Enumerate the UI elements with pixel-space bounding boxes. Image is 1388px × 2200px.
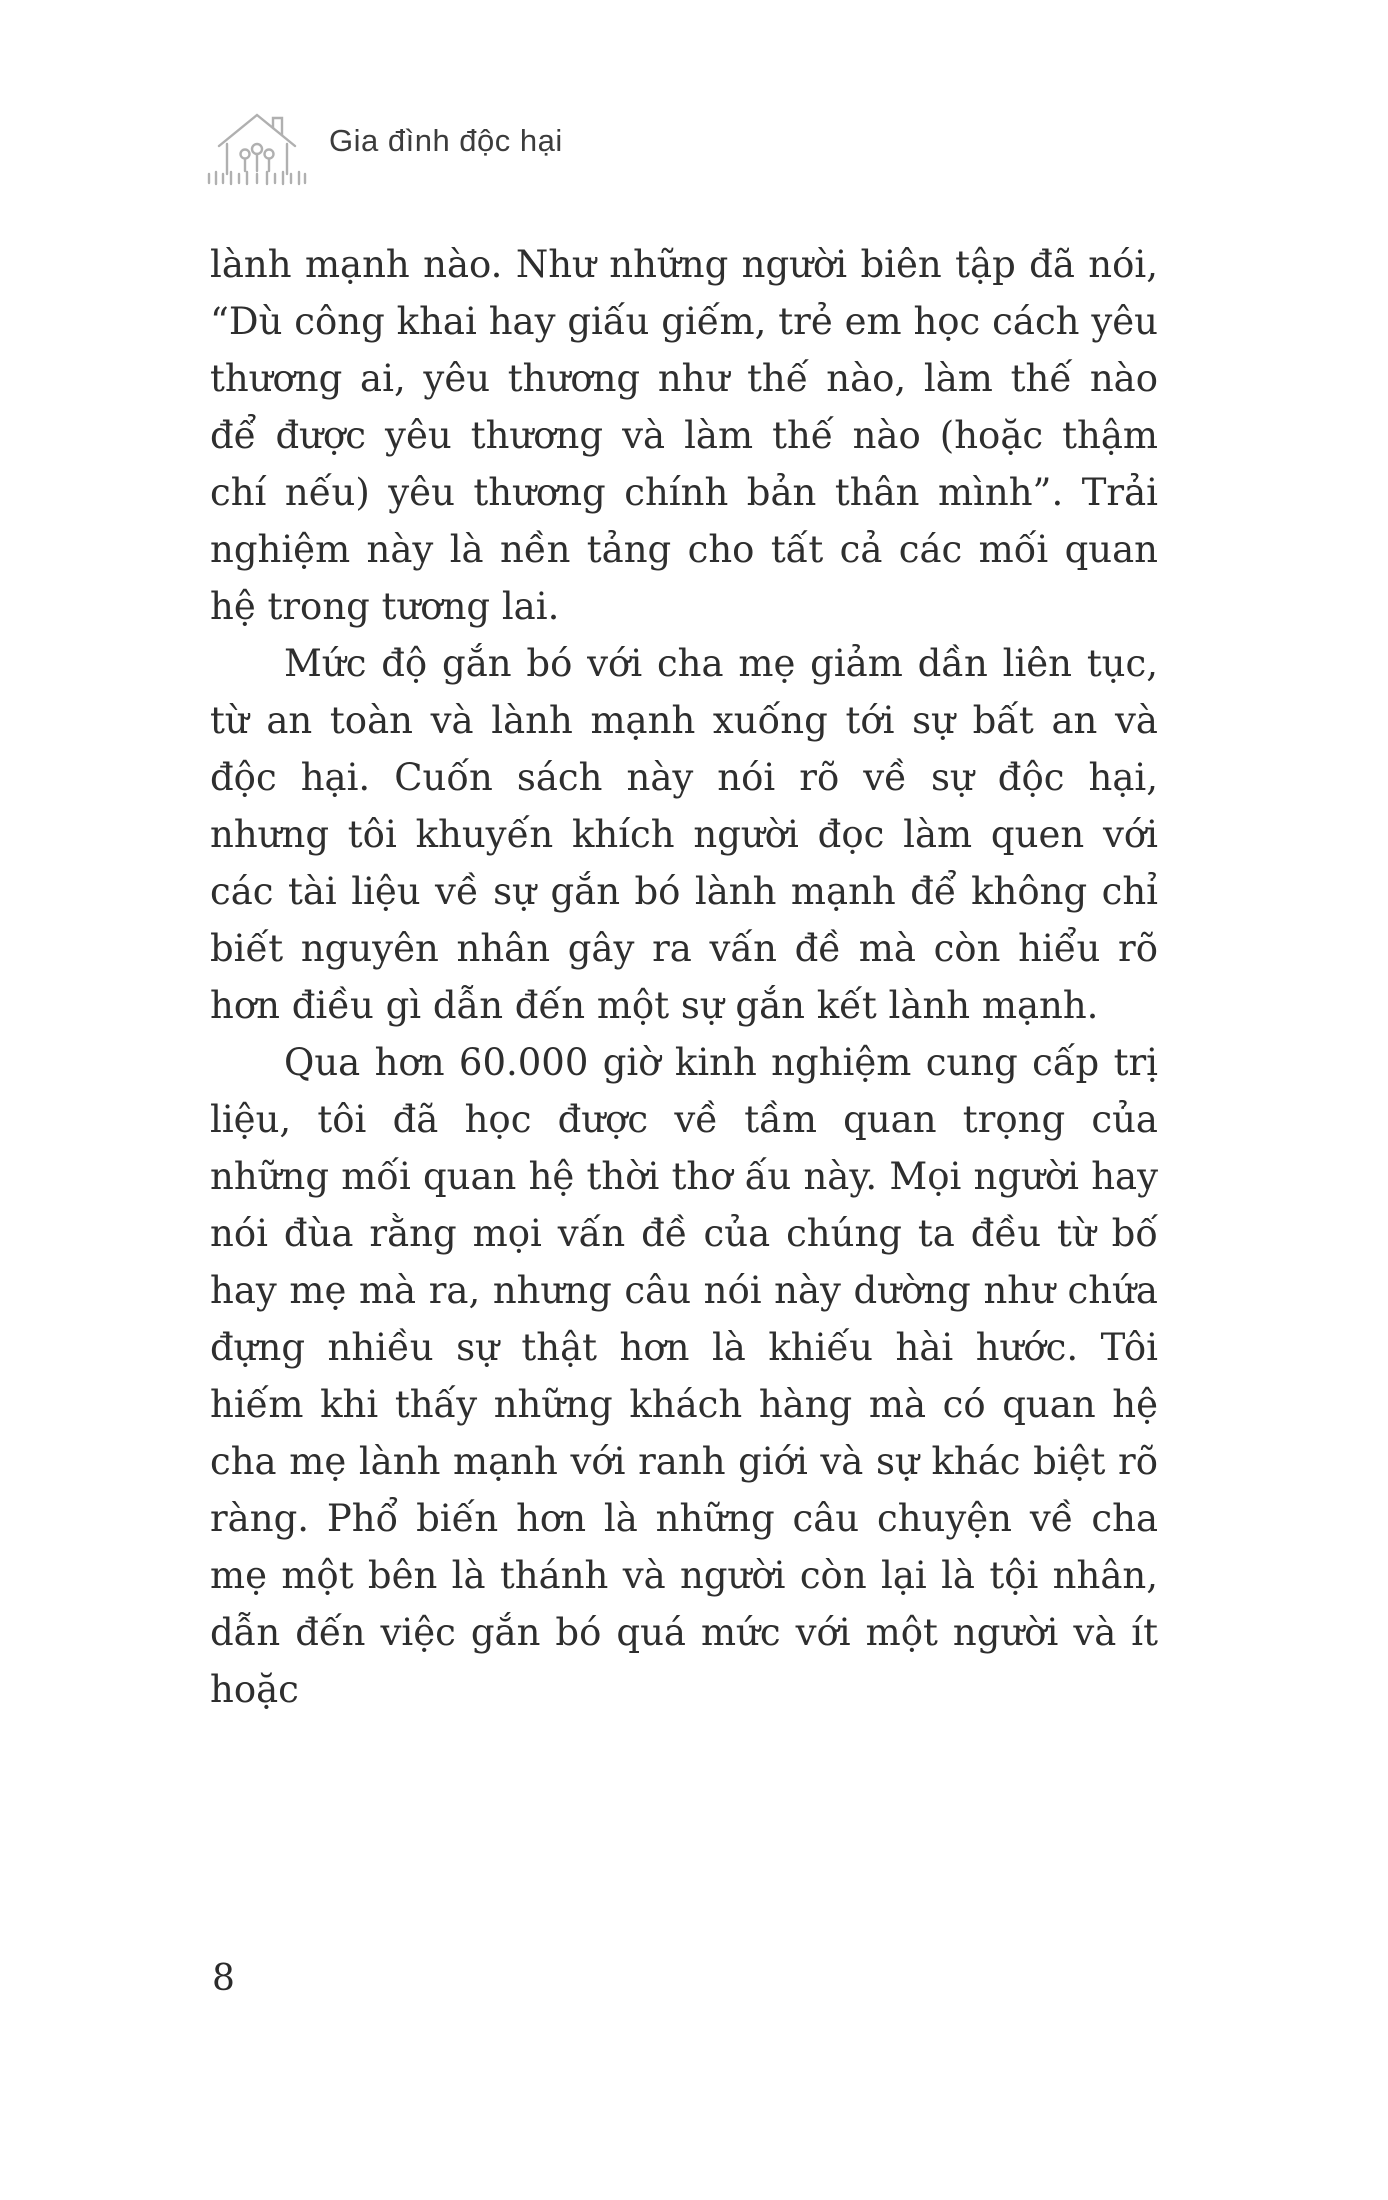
page-header (205, 108, 563, 186)
paragraph: Qua hơn 60.000 giờ kinh nghiệm cung cấp trị liệu, tôi đã học được về tầm quan trọng của những mối quan hệ thời thơ ấu này. Mọi người hay nói đùa rằng mọi vấn đề của chúng ta đều từ bố hay mẹ mà ra, nhưng câu nói này dường như chứa đựng nhiều sự thật hơn là khiếu hài hước. Tôi hiếm khi thấy những khách hàng mà có quan hệ cha mẹ lành mạnh với ranh giới và sự khác biệt rõ ràng. Phổ biến hơn là những câu chuyện về cha mẹ một bên là thánh và người còn lại là tội nhân, dẫn đến việc gắn bó quá mức với một người và ít hoặc (210, 1041, 1158, 1711)
paragraph: Mức độ gắn bó với cha mẹ giảm dần liên tục, từ an toàn và lành mạnh xuống tới sự bất an và độc hại. Cuốn sách này nói rõ về sự độc hại, nhưng tôi khuyến khích người đọc làm quen với các tài liệu về sự gắn bó lành mạnh để không chỉ biết nguyên nhân gây ra vấn đề mà còn hiểu rõ hơn điều gì dẫn đến một sự gắn kết lành mạnh. (210, 642, 1158, 1027)
paragraph: lành mạnh nào. Như những người biên tập đã nói, “Dù công khai hay giấu giếm, trẻ em học cách yêu thương ai, yêu thương như thế nào, làm thế nào để được yêu thương và làm thế nào (hoặc thậm chí nếu) yêu thương chính bản thân mình”. Trải nghiệm này là nền tảng cho tất cả các mối quan hệ trong tương lai. (210, 243, 1158, 628)
body-text (210, 236, 1158, 1718)
page-number: 8 (212, 1958, 235, 1999)
book-title: Gia đình độc hại (329, 123, 563, 158)
house-family-icon (205, 108, 309, 186)
